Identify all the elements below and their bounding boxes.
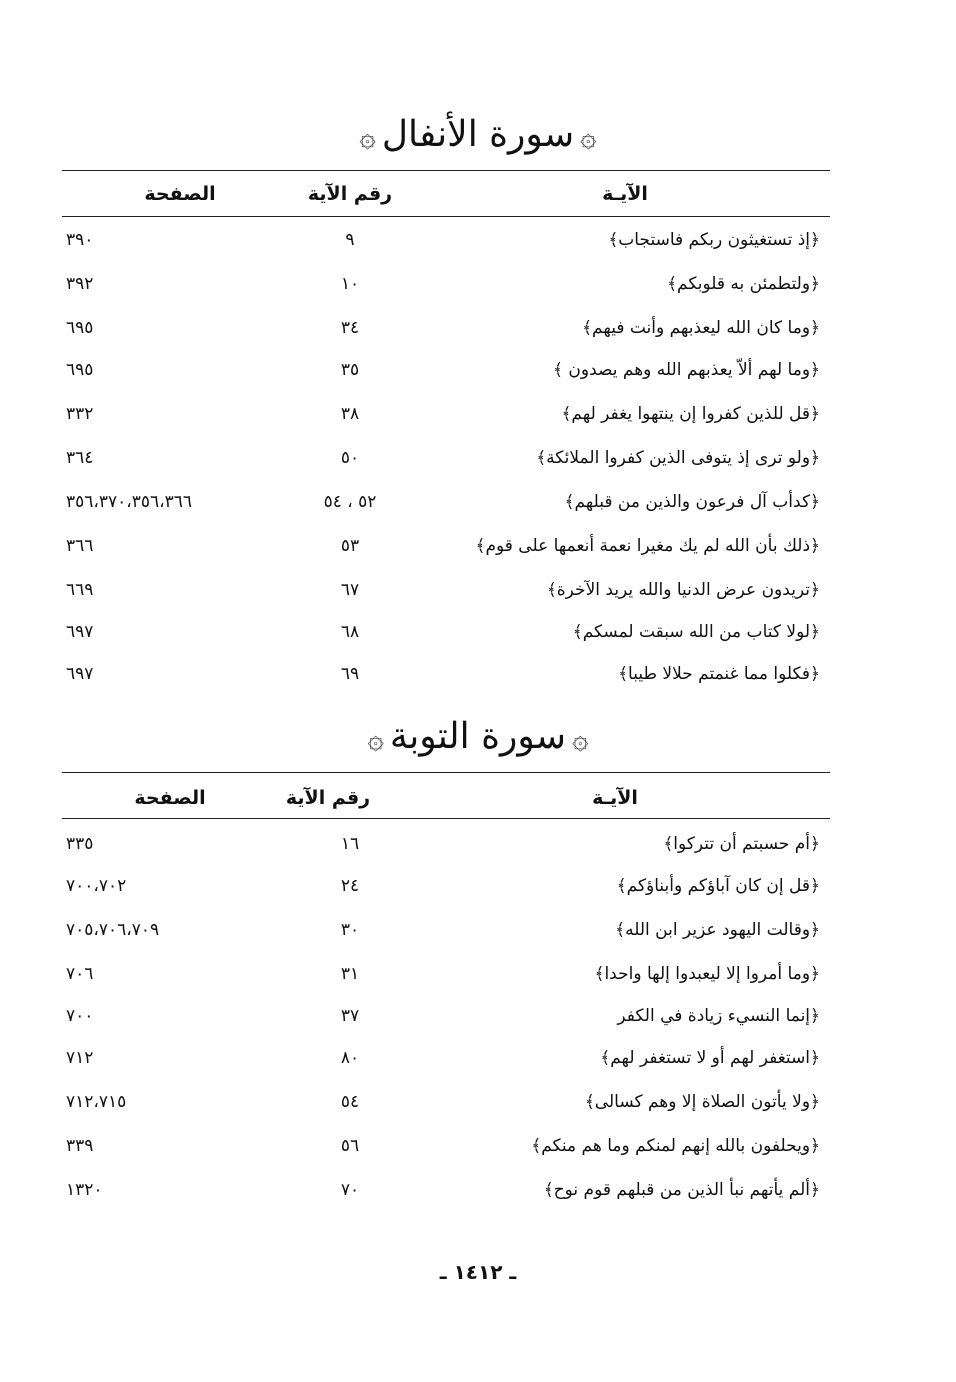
table-row [0, 572, 956, 608]
page-ref-text: ٧١٢،٧١٥ [66, 1092, 127, 1112]
table-row [0, 484, 956, 520]
verse-number: ٥٠ [340, 448, 360, 468]
verse-number: ٦٩ [340, 664, 360, 684]
table-row [0, 1084, 956, 1120]
page-ref [66, 352, 286, 388]
page-ref [66, 998, 286, 1034]
page-ref [66, 484, 286, 520]
table-row [0, 440, 956, 476]
verse-text: ﴿أم حسبتم أن تتركوا﴾ [663, 834, 820, 854]
page-ref-text: ١٣٢٠ [66, 1180, 103, 1200]
verse-text: ﴿ألم يأتهم نبأ الذين من قبلهم قوم نوح﴾ [543, 1180, 820, 1200]
ornament-icon: ۞ [580, 120, 597, 153]
ornament-icon: ۞ [359, 120, 376, 153]
table-row [0, 1128, 956, 1164]
table-row [0, 528, 956, 564]
verse-number: ٣٧ [340, 1006, 360, 1026]
header-verse: الآيـة [602, 183, 648, 205]
page-ref-text: ٣٩٢ [66, 274, 94, 294]
table-row [0, 266, 956, 302]
verse-number: ٩ [345, 230, 355, 250]
page-ref-text: ٣٦٦ [66, 536, 94, 556]
table-row [0, 614, 956, 650]
page-ref [66, 826, 286, 862]
header-verse: الآيـة [592, 787, 638, 809]
verse-text: ﴿وما أمروا إلا ليعبدوا إلها واحدا﴾ [594, 964, 820, 984]
table-row [0, 656, 956, 692]
table-header-rule [62, 818, 830, 819]
verse-number: ١٦ [340, 834, 360, 854]
verse-number: ٣٥ [340, 360, 360, 380]
page-ref-text: ٣٣٢ [66, 404, 94, 424]
table-row [0, 396, 956, 432]
page-ref [66, 1084, 286, 1120]
verse-text: ﴿ويحلفون بالله إنهم لمنكم وما هم منكم﴾ [531, 1136, 820, 1156]
verse-text: ﴿ولو ترى إذ يتوفى الذين كفروا الملائكة﴾ [536, 448, 820, 468]
verse-number: ٢٤ [340, 876, 360, 896]
page-ref-text: ٣٩٠ [66, 230, 94, 250]
verse-text: ﴿كدأب آل فرعون والذين من قبلهم﴾ [564, 492, 820, 512]
table-top-rule [62, 772, 830, 773]
table-row [0, 956, 956, 992]
page-ref-text: ٧٠٥،٧٠٦،٧٠٩ [66, 920, 160, 940]
page-ref [66, 912, 286, 948]
verse-number: ٦٧ [340, 580, 360, 600]
verse-text: ﴿ولا يأتون الصلاة إلا وهم كسالى﴾ [584, 1092, 820, 1112]
table-row [0, 310, 956, 346]
surah-title-tawba [0, 712, 956, 764]
verse-text: ﴿إذ تستغيثون ربكم فاستجاب﴾ [608, 230, 820, 250]
verse-number: ٣٤ [340, 318, 360, 338]
page-ref-text: ٣٦٤ [66, 448, 94, 468]
table-row [0, 352, 956, 388]
verse-text: ﴿لولا كتاب من الله سبقت لمسكم﴾ [572, 622, 820, 642]
page-ref [66, 266, 286, 302]
page-ref [66, 656, 286, 692]
page-ref [66, 868, 286, 904]
verse-number: ٦٨ [340, 622, 360, 642]
page-ref [66, 528, 286, 564]
verse-text: ﴿وقالت اليهود عزير ابن الله﴾ [615, 920, 820, 940]
verse-text: ﴿قل للذين كفروا إن ينتهوا يغفر لهم﴾ [561, 404, 820, 424]
verse-number: ٣٨ [340, 404, 360, 424]
page-ref [66, 572, 286, 608]
verse-number: ١٠ [340, 274, 360, 294]
page-ref-text: ٦٩٧ [66, 664, 94, 684]
page-ref [66, 310, 286, 346]
page-ref-text: ٧٠٦ [66, 964, 94, 984]
verse-number: ٥٦ [340, 1136, 360, 1156]
page-ref [66, 440, 286, 476]
table-row [0, 826, 956, 862]
verse-number: ٥٢ ، ٥٤ [323, 492, 377, 512]
page-ref [66, 222, 286, 258]
page-ref [66, 614, 286, 650]
page-ref-text: ٧٠٠،٧٠٢ [66, 876, 127, 896]
table-row [0, 1040, 956, 1076]
surah-title-text: سورة التوبة [389, 716, 567, 757]
table-row [0, 1172, 956, 1208]
page-ref [66, 1172, 286, 1208]
page-ref-text: ٦٩٥ [66, 318, 94, 338]
verse-number: ٣١ [340, 964, 360, 984]
verse-number: ٥٤ [340, 1092, 360, 1112]
page-ref [66, 956, 286, 992]
verse-text: ﴿ولتطمئن به قلوبكم﴾ [667, 274, 820, 294]
verse-number: ٣٠ [340, 920, 360, 940]
table-row [0, 868, 956, 904]
surah-title-anfal [0, 110, 956, 162]
header-verse-number: رقم الآية [307, 183, 393, 205]
page-ref-text: ٣٣٥ [66, 834, 94, 854]
verse-text: ﴿استغفر لهم أو لا تستغفر لهم﴾ [600, 1048, 820, 1068]
verse-number: ٧٠ [340, 1180, 360, 1200]
page-ref-text: ٧٠٠ [66, 1006, 94, 1026]
page-number: ـ ١٤١٢ ـ [439, 1260, 517, 1284]
ornament-icon: ۞ [572, 722, 589, 755]
header-verse-number: رقم الآية [285, 787, 371, 809]
page-ref-text: ٦٩٥ [66, 360, 94, 380]
page-ref-text: ٧١٢ [66, 1048, 94, 1068]
page-ref [66, 396, 286, 432]
table-row [0, 998, 956, 1034]
page-ref [66, 1128, 286, 1164]
surah-title-text: سورة الأنفال [381, 114, 575, 155]
verse-text: ﴿إنما النسيء زيادة في الكفر [617, 1006, 820, 1026]
page-ref-text: ٦٩٧ [66, 622, 94, 642]
table-row [0, 912, 956, 948]
header-page: الصفحة [144, 183, 216, 205]
table-top-rule [62, 170, 830, 171]
verse-text: ﴿فكلوا مما غنمتم حلالا طيبا﴾ [618, 664, 820, 684]
verse-text: ﴿وما لهم ألاّ يعذبهم الله وهم يصدون ﴾ [553, 360, 820, 380]
page-ref-text: ٣٥٦،٣٧٠،٣٥٦،٣٦٦ [66, 492, 193, 512]
ornament-icon: ۞ [367, 722, 384, 755]
verse-text: ﴿ذلك بأن الله لم يك مغيرا نعمة أنعمها على قوم﴾ [475, 536, 820, 556]
page-ref [66, 1040, 286, 1076]
verse-text: ﴿قل إن كان آباؤكم وأبناؤكم﴾ [616, 876, 820, 896]
table-header-rule [62, 216, 830, 217]
verse-text: ﴿وما كان الله ليعذبهم وأنت فيهم﴾ [582, 318, 820, 338]
table-row [0, 222, 956, 258]
page-ref-text: ٣٣٩ [66, 1136, 94, 1156]
verse-number: ٨٠ [340, 1048, 360, 1068]
header-page: الصفحة [134, 787, 206, 809]
verse-number: ٥٣ [340, 536, 360, 556]
page-ref-text: ٦٦٩ [66, 580, 94, 600]
verse-text: ﴿تريدون عرض الدنيا والله يريد الآخرة﴾ [546, 580, 820, 600]
